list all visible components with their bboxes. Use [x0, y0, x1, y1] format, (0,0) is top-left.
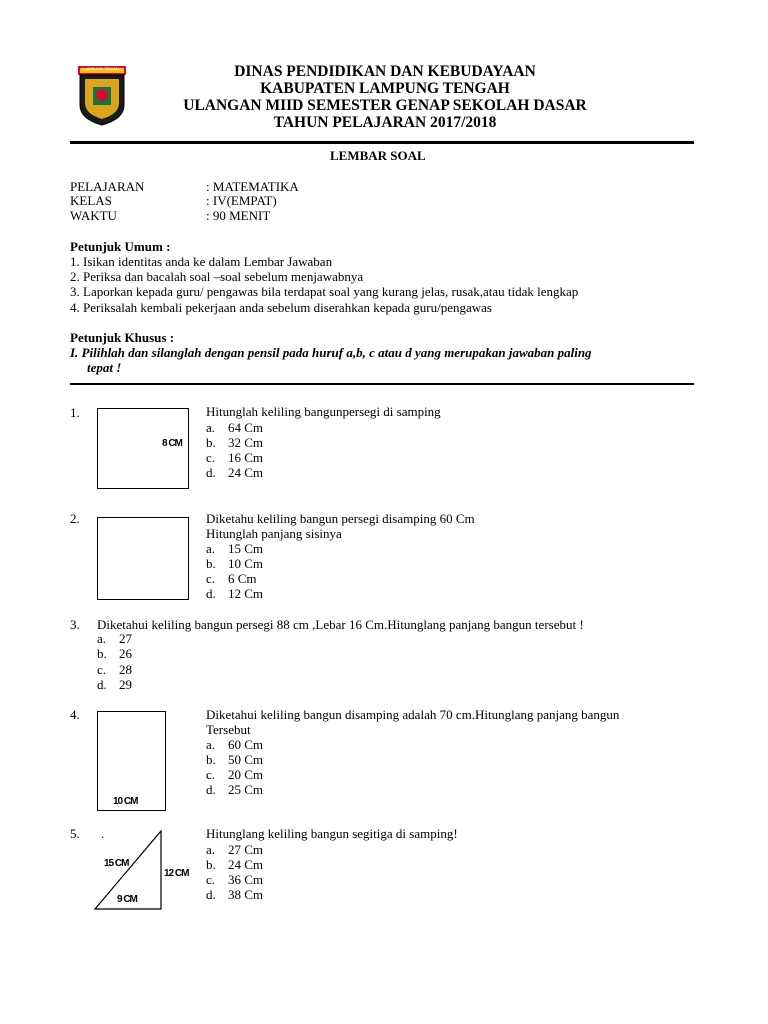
answer-option[interactable]: [206, 767, 263, 782]
general-instruction-item: 2. Periksa dan bacalah soal –soal sebelum menjawabnya: [70, 269, 364, 284]
option-text: 27: [119, 631, 132, 646]
option-letter: a.: [206, 842, 216, 857]
header-divider: [70, 141, 694, 144]
answer-option[interactable]: [206, 586, 263, 601]
question-number: 2.: [70, 511, 80, 526]
option-letter: b.: [206, 857, 216, 872]
question-text: Diketahui keliling bangun persegi 88 cm ,Lebar 16 Cm.Hitunglang panjang bangun tersebut !: [97, 617, 584, 632]
answer-option[interactable]: [97, 646, 132, 661]
option-letter: d.: [206, 465, 216, 480]
option-letter: c.: [206, 450, 216, 465]
question-number: 1.: [70, 405, 80, 420]
option-text: 24 Cm: [228, 465, 264, 480]
option-letter: a.: [97, 631, 107, 646]
option-text: 60 Cm: [228, 737, 264, 752]
option-letter: d.: [97, 677, 107, 692]
option-text: 16 Cm: [228, 450, 264, 465]
option-letter: b.: [206, 435, 216, 450]
question-text: Hitunglang keliling bangun segitiga di samping!: [206, 826, 458, 841]
option-text: 12 Cm: [228, 586, 264, 601]
general-instruction-item: 1. Isikan identitas anda ke dalam Lembar Jawaban: [70, 254, 333, 269]
question-text: Tersebut: [206, 722, 251, 737]
option-letter: b.: [206, 556, 216, 571]
option-letter: c.: [206, 767, 216, 782]
option-letter: b.: [97, 646, 107, 661]
general-instruction-item: 4. Periksalah kembali pekerjaan anda sebelum diserahkan kepada guru/pengawas: [70, 300, 492, 315]
option-letter: d.: [206, 586, 216, 601]
option-letter: a.: [206, 541, 216, 556]
info-value-class: : IV(EMPAT): [206, 193, 277, 208]
answer-option[interactable]: [97, 631, 132, 646]
special-instruction-line-2: tepat !: [87, 360, 122, 375]
answer-option[interactable]: [206, 435, 263, 450]
option-text: 10 Cm: [228, 556, 264, 571]
triangle-base-label: 9 CM: [117, 894, 137, 905]
question-text: Diketahu keliling bangun persegi disamping 60 Cm: [206, 511, 475, 526]
option-text: 50 Cm: [228, 752, 264, 767]
option-text: 32 Cm: [228, 435, 264, 450]
answer-option[interactable]: [206, 571, 257, 586]
header-line-1: DINAS PENDIDIKAN DAN KEBUDAYAAN: [234, 63, 536, 80]
option-text: 28: [119, 662, 132, 677]
option-text: 15 Cm: [228, 541, 264, 556]
header-line-3: ULANGAN MIID SEMESTER GENAP SEKOLAH DASAR: [183, 97, 587, 114]
info-value-subject: : MATEMATIKA: [206, 179, 299, 194]
info-value-time: : 90 MENIT: [206, 208, 271, 223]
option-text: 64 Cm: [228, 420, 264, 435]
regency-logo: [76, 65, 128, 127]
figure-side-label: 8 CM: [162, 438, 182, 449]
info-label-class: KELAS: [70, 193, 112, 208]
info-label-time: WAKTU: [70, 208, 117, 223]
answer-option[interactable]: [206, 752, 263, 767]
triangle-hypotenuse-label: 15 CM: [104, 858, 129, 869]
answer-option[interactable]: [206, 857, 263, 872]
option-letter: c.: [206, 872, 216, 887]
option-text: 6 Cm: [228, 571, 257, 586]
option-letter: b.: [206, 752, 216, 767]
question-text: Hitunglah keliling bangunpersegi di samping: [206, 404, 441, 419]
header-line-2: KABUPATEN LAMPUNG TENGAH: [260, 80, 510, 97]
special-instructions-heading: Petunjuk Khusus :: [70, 330, 175, 345]
sheet-title: LEMBAR SOAL: [330, 148, 426, 163]
header-line-4: TAHUN PELAJARAN 2017/2018: [273, 114, 497, 131]
option-text: 27 Cm: [228, 842, 264, 857]
figure-width-label: 10 CM: [113, 796, 138, 807]
answer-option[interactable]: [206, 887, 263, 902]
answer-option[interactable]: [97, 677, 132, 692]
answer-option[interactable]: [206, 782, 263, 797]
answer-option[interactable]: [206, 465, 263, 480]
triangle-side-label: 12 CM: [164, 868, 189, 879]
question-text: Hitunglah panjang sisinya: [206, 526, 342, 541]
option-text: 36 Cm: [228, 872, 264, 887]
option-letter: d.: [206, 782, 216, 797]
answer-option[interactable]: [97, 662, 132, 677]
question-number: 3.: [70, 617, 80, 632]
answer-option[interactable]: [206, 556, 263, 571]
instructions-divider: [70, 383, 694, 385]
option-text: 29: [119, 677, 132, 692]
option-text: 24 Cm: [228, 857, 264, 872]
logo-text: LAMPUNG TENGAH: [83, 66, 121, 71]
answer-option[interactable]: [206, 737, 263, 752]
answer-option[interactable]: [206, 872, 263, 887]
question-dot: .: [101, 826, 105, 841]
general-instruction-item: 3. Laporkan kepada guru/ pengawas bila terdapat soal yang kurang jelas, rusak,atau tidak lengkap: [70, 284, 579, 299]
question-text: Diketahui keliling bangun disamping adalah 70 cm.Hitunglang panjang bangun: [206, 707, 620, 722]
info-label-subject: PELAJARAN: [70, 179, 145, 194]
question-number: 5.: [70, 826, 80, 841]
general-instructions-heading: Petunjuk Umum :: [70, 239, 171, 254]
option-letter: d.: [206, 887, 216, 902]
option-text: 20 Cm: [228, 767, 264, 782]
option-text: 25 Cm: [228, 782, 264, 797]
option-letter: a.: [206, 420, 216, 435]
option-text: 26: [119, 646, 132, 661]
square-figure: [97, 517, 189, 600]
option-text: 38 Cm: [228, 887, 264, 902]
special-instruction-line-1: I. Pilihlah dan silanglah dengan pensil pada huruf a,b, c atau d yang merupakan jawaban paling: [70, 345, 592, 360]
option-letter: c.: [206, 571, 216, 586]
question-number: 4.: [70, 707, 80, 722]
answer-option[interactable]: [206, 420, 263, 435]
option-letter: c.: [97, 662, 107, 677]
option-letter: a.: [206, 737, 216, 752]
answer-option[interactable]: [206, 541, 263, 556]
answer-option[interactable]: [206, 842, 263, 857]
answer-option[interactable]: [206, 450, 263, 465]
